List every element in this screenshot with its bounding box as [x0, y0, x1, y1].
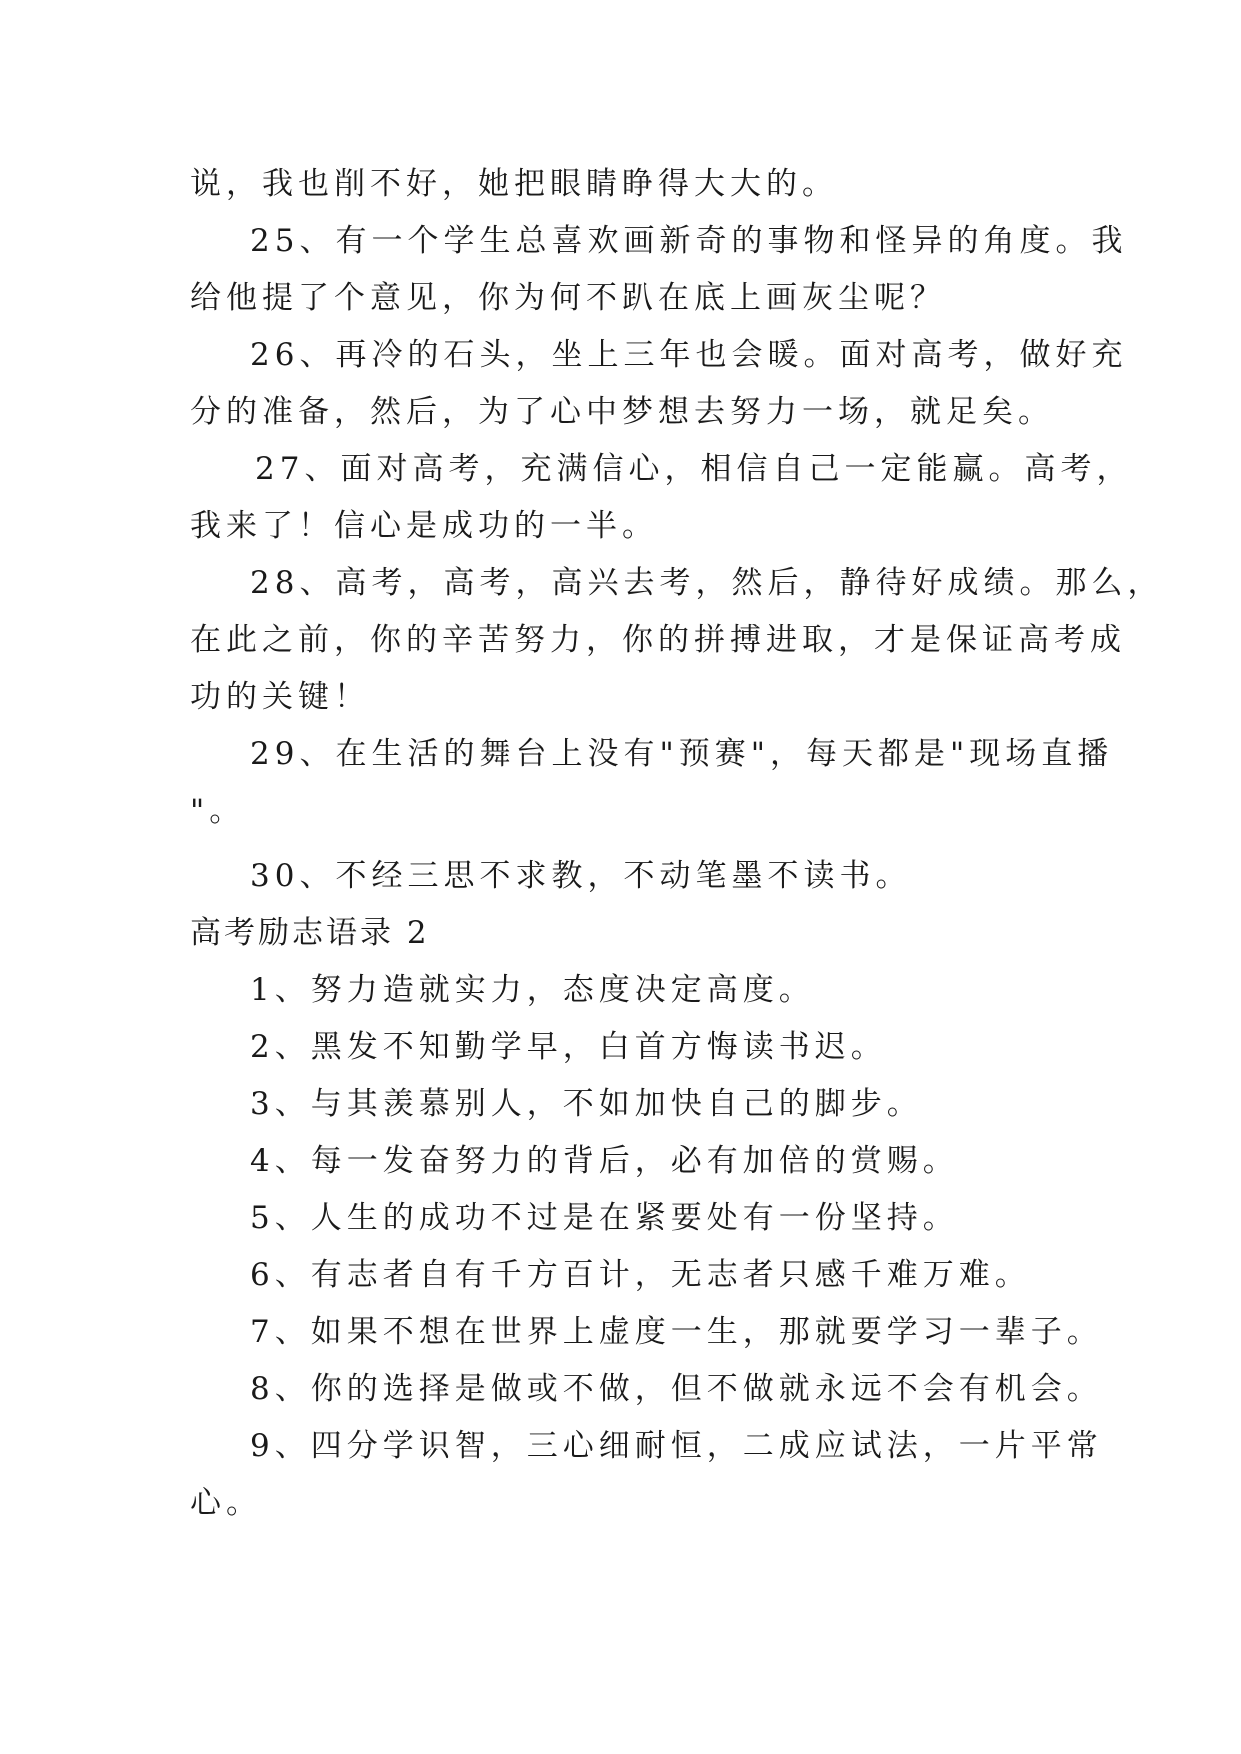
quote-28-line-2: 在此之前，你的辛苦努力，你的拼搏进取，才是保证高考成 — [190, 622, 1126, 658]
quote-30: 30、不经三思不求教，不动笔墨不读书。 — [250, 858, 912, 894]
quote-29-line-2: "。 — [190, 793, 246, 829]
quote-26-line-2: 分的准备，然后，为了心中梦想去努力一场，就足矣。 — [190, 394, 1054, 430]
quote-27-line-2: 我来了！信心是成功的一半。 — [190, 508, 658, 544]
section-heading: 高考励志语录 2 — [190, 915, 430, 951]
quote-28-line-3: 功的关键！ — [190, 679, 370, 715]
quote-28-line-1: 28、高考，高考，高兴去考，然后，静待好成绩。那么， — [250, 565, 1164, 601]
quote-26-line-1: 26、再冷的石头，坐上三年也会暖。面对高考，做好充 — [250, 337, 1128, 373]
quote-9-line-2: 心。 — [190, 1485, 262, 1521]
quote-29-line-1: 29、在生活的舞台上没有"预赛"，每天都是"现场直播 — [250, 736, 1114, 772]
quote-5: 5、人生的成功不过是在紧要处有一份坚持。 — [250, 1200, 959, 1236]
quote-25-line-2: 给他提了个意见，你为何不趴在底上画灰尘呢？ — [190, 280, 946, 316]
quote-7: 7、如果不想在世界上虚度一生，那就要学习一辈子。 — [250, 1314, 1103, 1350]
quote-9-line-1: 9、四分学识智，三心细耐恒，二成应试法，一片平常 — [250, 1428, 1103, 1464]
quote-2: 2、黑发不知勤学早，白首方悔读书迟。 — [250, 1029, 887, 1065]
quote-3: 3、与其羡慕别人，不如加快自己的脚步。 — [250, 1086, 923, 1122]
quote-27-line-1: 27、面对高考，充满信心，相信自己一定能赢。高考， — [255, 451, 1133, 487]
quote-6: 6、有志者自有千方百计，无志者只感千难万难。 — [250, 1257, 1031, 1293]
quote-1: 1、努力造就实力，态度决定高度。 — [250, 972, 815, 1008]
quote-4: 4、每一发奋努力的背后，必有加倍的赏赐。 — [250, 1143, 959, 1179]
quote-8: 8、你的选择是做或不做，但不做就永远不会有机会。 — [250, 1371, 1103, 1407]
quote-25-line-1: 25、有一个学生总喜欢画新奇的事物和怪异的角度。我 — [250, 223, 1128, 259]
text-line-continuation: 说，我也削不好，她把眼睛睁得大大的。 — [190, 166, 838, 202]
